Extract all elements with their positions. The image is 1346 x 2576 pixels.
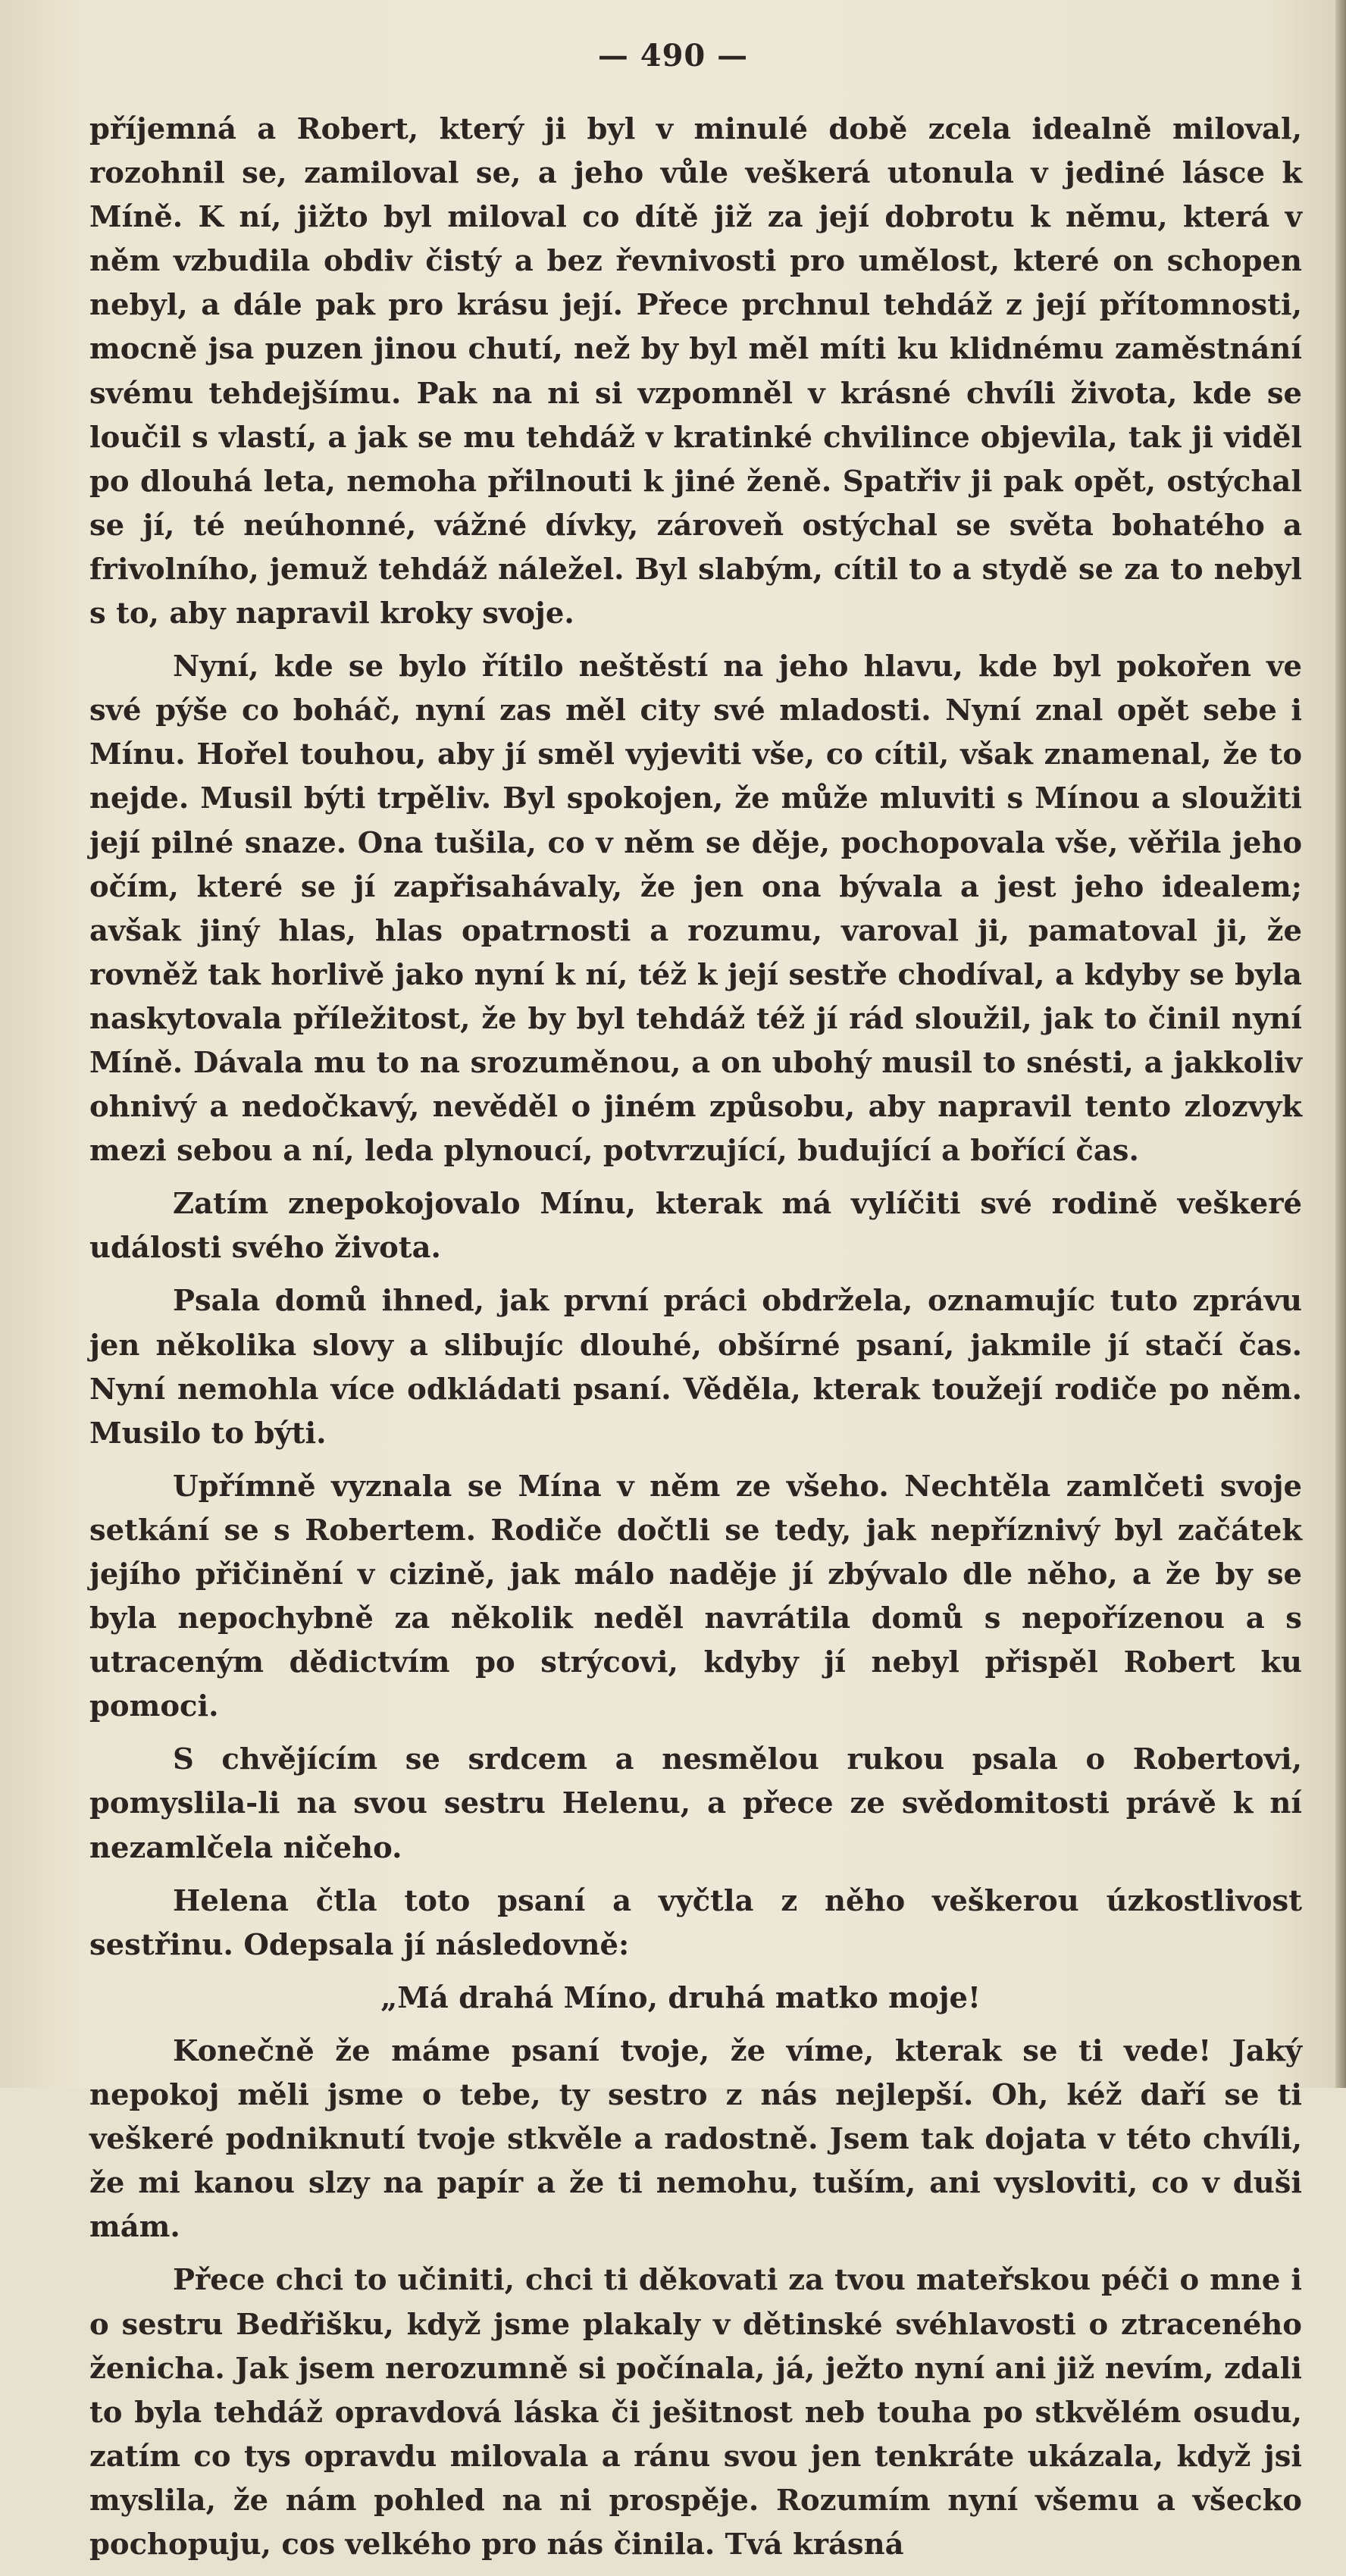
paragraph: příjemná a Robert, který ji byl v minulé době zcela idealně miloval, rozohnil se, zamiloval se, a jeho vůle veškerá utonula v jediné lásce k Míně. K ní, jižto byl miloval co dítě již za její dobrotu k němu, která v něm vzbudila obdiv čistý a bez řevnivosti pro umělost, které on schopen nebyl, a dále pak pro krásu její. Přece prchnul tehdáž z její přítomnosti, mocně jsa puzen jinou chutí, než by byl měl míti ku klidnému zaměstnání svému tehdejšímu. Pak na ni si vzpomněl v krásné chvíli života, kde se loučil s vlastí, a jak se mu tehdáž v kratinké chvilince objevila, tak ji viděl po dlouhá leta, nemoha přilnouti k jiné ženě. Spatřiv ji pak opět, ostýchal se jí, té neúhonné, vážné dívky, zároveň ostýchal se světa bohatého a frivolního, jemuž tehdáž náležel. Byl slabým, cítil to a stydě se za to nebyl s to, aby napravil kroky svoje. (89, 112, 1302, 631)
paragraph: Nyní, kde se bylo řítilo neštěstí na jeho hlavu, kde byl pokořen ve své pýše co boháč, nyní zas měl city své mladosti. Nyní znal opět sebe i Mínu. Hořel touhou, aby jí směl vyjeviti vše, co cítil, však znamenal, že to nejde. Musil býti trpěliv. Byl spokojen, že může mluviti s Mínou a sloužiti její pilné snaze. Ona tušila, co v něm se děje, pochopovala vše, věřila jeho očím, které se jí zapřisahávaly, že jen ona bývala a jest jeho idealem; avšak jiný hlas, hlas opatrnosti a rozumu, varoval ji, pamatoval ji, že rovněž tak horlivě jako nyní k ní, též k její sestře chodíval, a kdyby se byla naskytovala příležitost, že by byl tehdáž též jí rád sloužil, jak to činil nyní Míně. Dávala mu to na srozuměnou, a on ubohý musil to snésti, a jakkoliv ohnivý a nedočkavý, nevěděl o jiném způsobu, aby napravil tento zlozvyk mezi sebou a ní, leda plynoucí, potvrzující, budující a bořící čas. (89, 649, 1302, 1169)
paragraph: Zatím znepokojovalo Mínu, kterak má vylíčiti své rodině veškeré události svého života. (89, 1187, 1302, 1266)
paragraph: Přece chci to učiniti, chci ti děkovati za tvou mateřskou péči o mne i o sestru Bedřišku, když jsme plakaly v dětinské svéhlavosti o ztraceného ženicha. Jak jsem nerozumně si počínala, já, ježto nyní ani již nevím, zdali to byla tehdáž opravdová láska či ješitnost neb touha po stkvělém osudu, zatím co tys opravdu milovala a ránu svou jen tenkráte ukázala, když jsi myslila, že nám pohled na ni prospěje. Rozumím nyní všemu a všecko pochopuju, cos velkého pro nás činila. Tvá krásná (89, 2263, 1302, 2562)
paragraph: Konečně že máme psaní tvoje, že víme, kterak se ti vede! Jaký nepokoj měli jsme o tebe, ty sestro z nás nejlepší. Oh, kéž daří se ti veškeré podniknutí tvoje stkvěle a radostně. Jsem tak dojata v této chvíli, že mi kanou slzy na papír a že ti nemohu, tuším, ani vysloviti, co v duši mám. (89, 2033, 1302, 2245)
paragraph: Psala domů ihned, jak první práci obdržela, oznamujíc tuto zprávu jen několika slovy a slibujíc dlouhé, obšírné psaní, jakmile jí stačí čas. Nyní nemohla více odkládati psaní. Věděla, kterak toužejí rodiče po něm. Musilo to býti. (89, 1284, 1302, 1451)
letter-salutation: „Má drahá Míno, druhá matko moje! (380, 1980, 981, 2015)
paragraph: Upřímně vyznala se Mína v něm ze všeho. Nechtěla zamlčeti svoje setkání se s Robertem. Rodiče dočtli se tedy, jak nepříznivý byl začátek jejího přičinění v cizině, jak málo naděje jí zbývalo dle něho, a že by se byla nepochybně za několik neděl navrátila domů s nepořízenou a s utraceným dědictvím po strýcovi, kdyby jí nebyl přispěl Robert ku pomoci. (89, 1469, 1302, 1724)
page-number: — 490 — (597, 38, 749, 74)
paragraph: S chvějícím se srdcem a nesmělou rukou psala o Robertovi, pomyslila-li na svou sestru Helenu, a přece ze svědomitosti právě k ní nezamlčela ničeho. (89, 1742, 1302, 1865)
paragraph: Helena čtla toto psaní a vyčtla z něho veškerou úzkostlivost sestřinu. Odepsala jí následovně: (89, 1883, 1302, 1962)
body-text (89, 108, 1302, 2576)
page-spine-edge (1335, 0, 1346, 2088)
